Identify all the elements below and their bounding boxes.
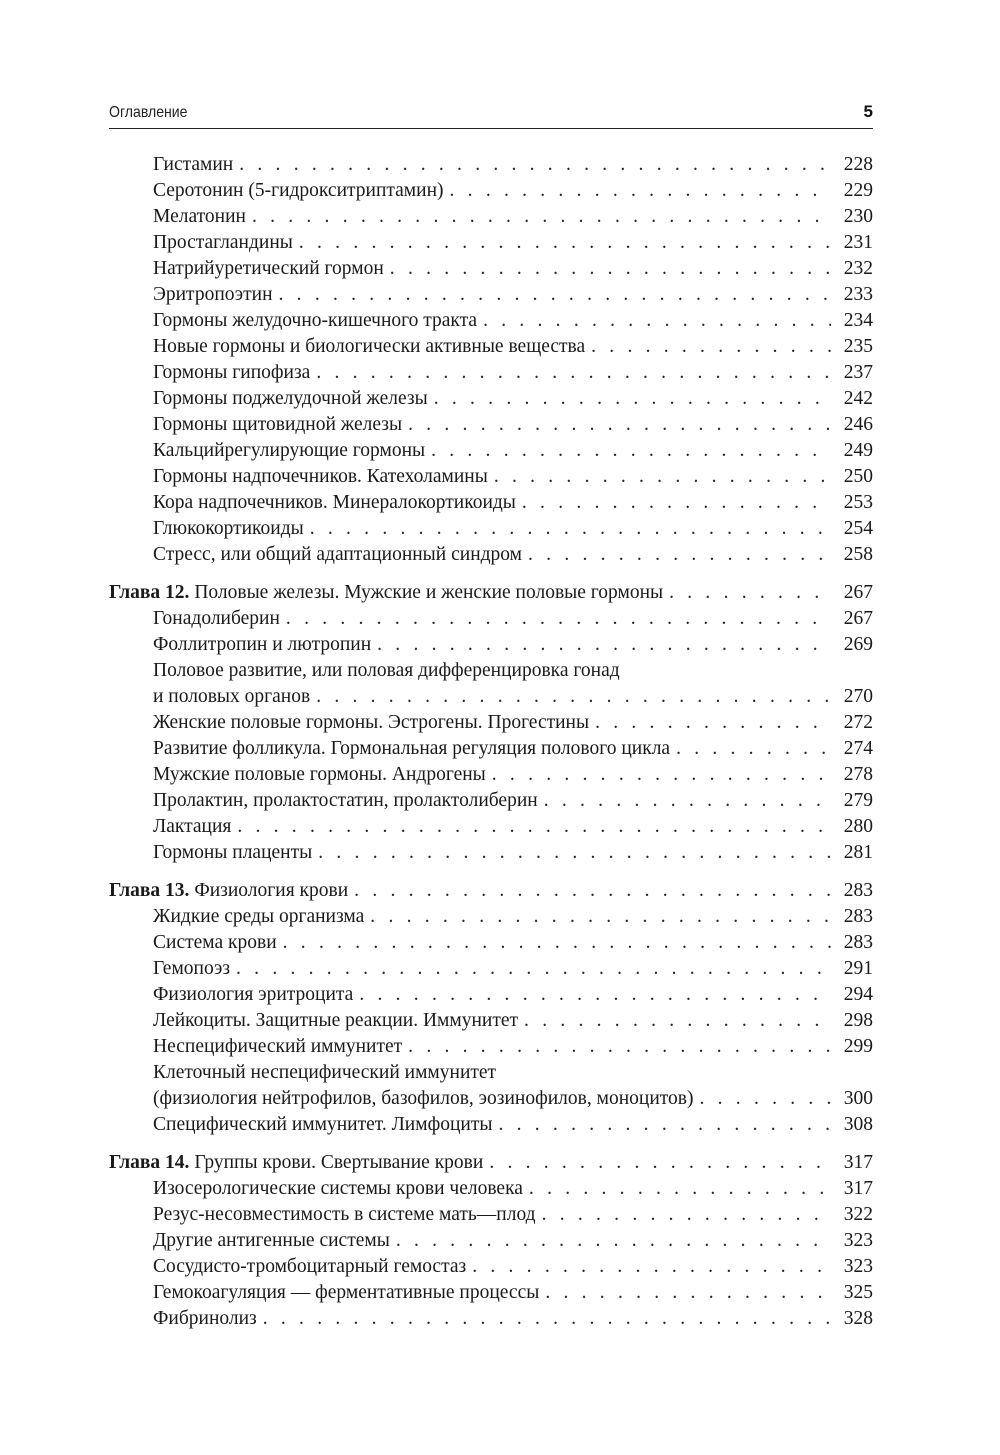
toc-entry-label: Гормоны гипофиза <box>153 362 311 383</box>
page-number: 5 <box>863 102 873 121</box>
toc-entry-label: Гонадолиберин <box>153 608 280 629</box>
toc-entry-label: Другие антигенные системы <box>153 1230 390 1251</box>
dot-leader <box>408 1034 831 1060</box>
toc-entry[interactable] <box>109 736 873 762</box>
dot-leader <box>237 814 831 840</box>
toc-page-number: 291 <box>843 958 873 979</box>
chapter-title: Группы крови. Свертывание крови <box>194 1152 484 1173</box>
toc-page-number: 253 <box>843 492 873 513</box>
toc-page-number: 229 <box>843 180 873 201</box>
toc-entry-label: Гормоны поджелудочной железы <box>153 388 428 409</box>
toc-page-number: 230 <box>843 206 873 227</box>
toc-entry[interactable] <box>109 814 873 840</box>
toc-page-number: 270 <box>843 686 873 707</box>
toc-page-number: 323 <box>843 1230 873 1251</box>
toc-page-number: 328 <box>843 1308 873 1329</box>
dot-leader <box>522 490 831 516</box>
dot-leader <box>669 580 831 606</box>
toc-entry-label: Пролактин, пролактостатин, пролактолиберин <box>153 790 538 811</box>
dot-leader <box>545 1280 831 1306</box>
toc-page-number: 322 <box>843 1204 873 1225</box>
toc-page-number: 300 <box>843 1088 873 1109</box>
toc-page-number: 283 <box>843 932 873 953</box>
dot-leader <box>483 308 831 334</box>
toc-entry-label: Неспецифический иммунитет <box>153 1036 403 1057</box>
toc-entry[interactable] <box>109 710 873 736</box>
toc-page-number: 281 <box>843 842 873 863</box>
dot-leader <box>489 1150 831 1176</box>
toc-entry[interactable] <box>109 464 873 490</box>
toc-entry[interactable] <box>109 632 873 658</box>
toc-entry[interactable] <box>109 606 873 632</box>
dot-leader <box>498 1112 831 1138</box>
dot-leader <box>434 386 831 412</box>
toc-entry[interactable] <box>109 204 873 230</box>
toc-page-number: 231 <box>843 232 873 253</box>
dot-leader <box>408 412 831 438</box>
toc-page-number: 308 <box>843 1114 873 1135</box>
toc-entry[interactable] <box>109 542 873 568</box>
dot-leader <box>700 1086 832 1112</box>
toc-entry-label: Мелатонин <box>153 206 246 227</box>
toc-page-number: 317 <box>843 1152 873 1173</box>
dot-leader <box>472 1254 831 1280</box>
toc-entry-label: Гормоны надпочечников. Катехоламины <box>153 466 488 487</box>
toc-entry[interactable] <box>109 1280 873 1306</box>
toc-entry-label: Гормоны желудочно-кишечного тракта <box>153 310 478 331</box>
dot-leader <box>544 788 831 814</box>
dot-leader <box>359 982 831 1008</box>
toc-page-number: 249 <box>843 440 873 461</box>
toc-entry[interactable] <box>109 982 873 1008</box>
table-of-contents <box>109 152 873 1332</box>
toc-entry-label: Специфический иммунитет. Лимфоциты <box>153 1114 493 1135</box>
toc-entry-label: Кора надпочечников. Минералокортикоиды <box>153 492 516 513</box>
dot-leader <box>377 632 831 658</box>
dot-leader <box>239 152 831 178</box>
toc-entry[interactable] <box>109 178 873 204</box>
toc-entry[interactable] <box>109 1254 873 1280</box>
dot-leader <box>492 762 831 788</box>
dot-leader <box>283 930 831 956</box>
toc-page-number: 232 <box>843 258 873 279</box>
toc-page-number: 280 <box>843 816 873 837</box>
toc-entry[interactable] <box>109 152 873 178</box>
toc-entry-label: (физиология нейтрофилов, базофилов, эозинофилов, моноцитов) <box>153 1088 694 1109</box>
toc-entry[interactable] <box>109 490 873 516</box>
dot-leader <box>591 334 831 360</box>
toc-entry-label: Половое развитие, или половая дифференцировка гонад <box>153 660 620 681</box>
toc-page-number: 250 <box>843 466 873 487</box>
dot-leader <box>524 1008 831 1034</box>
toc-entry-label: Гемопоэз <box>153 958 231 979</box>
toc-entry-first-line[interactable] <box>109 1060 873 1086</box>
toc-entry[interactable] <box>109 308 873 334</box>
dot-leader <box>370 904 831 930</box>
toc-entry-label: Женские половые гормоны. Эстрогены. Прогестины <box>153 712 590 733</box>
toc-entry[interactable] <box>109 412 873 438</box>
toc-page-number: 267 <box>843 582 873 603</box>
toc-page-number: 237 <box>843 362 873 383</box>
toc-entry-label: Эритропоэтин <box>153 284 273 305</box>
toc-page-number: 283 <box>843 906 873 927</box>
dot-leader <box>542 1202 831 1228</box>
toc-entry[interactable] <box>109 230 873 256</box>
toc-entry[interactable] <box>109 1086 873 1112</box>
toc-entry[interactable] <box>109 438 873 464</box>
toc-page-number: 299 <box>843 1036 873 1057</box>
dot-leader <box>431 438 831 464</box>
section-gap <box>109 866 873 878</box>
dot-leader <box>354 878 831 904</box>
toc-entry-label: Мужские половые гормоны. Андрогены <box>153 764 486 785</box>
toc-entry-label: Лейкоциты. Защитные реакции. Иммунитет <box>153 1010 519 1031</box>
toc-entry-label: Стресс, или общий адаптационный синдром <box>153 544 523 565</box>
dot-leader <box>450 178 831 204</box>
toc-entry[interactable] <box>109 1034 873 1060</box>
dot-leader <box>279 282 831 308</box>
section-gap <box>109 568 873 580</box>
chapter-heading[interactable] <box>109 580 873 606</box>
toc-entry-label: Гемокоагуляция — ферментативные процессы <box>153 1282 540 1303</box>
dot-leader <box>252 204 831 230</box>
toc-page-number: 294 <box>843 984 873 1005</box>
dot-leader <box>390 256 831 282</box>
toc-page-number: 317 <box>843 1178 873 1199</box>
chapter-number: Глава 12. <box>109 582 190 603</box>
running-head-title: Оглавление <box>109 104 188 121</box>
toc-entry-label: Сосудисто-тромбоцитарный гемостаз <box>153 1256 467 1277</box>
toc-entry[interactable] <box>109 1202 873 1228</box>
toc-entry-label <box>109 580 663 606</box>
toc-entry-label: Лактация <box>153 816 232 837</box>
dot-leader <box>299 230 831 256</box>
toc-entry-label: Жидкие среды организма <box>153 906 365 927</box>
toc-page-number: 298 <box>843 1010 873 1031</box>
toc-entry[interactable] <box>109 516 873 542</box>
toc-entry-label <box>109 1150 483 1176</box>
toc-entry-label: Кальцийрегулирующие гормоны <box>153 440 426 461</box>
toc-page-number: 325 <box>843 1282 873 1303</box>
chapter-number: Глава 13. <box>109 880 190 901</box>
toc-page-number: 279 <box>843 790 873 811</box>
section-gap <box>109 1138 873 1150</box>
toc-entry[interactable] <box>109 1306 873 1332</box>
toc-entry[interactable] <box>109 956 873 982</box>
toc-entry[interactable] <box>109 904 873 930</box>
toc-entry[interactable] <box>109 1008 873 1034</box>
toc-page-number: 278 <box>843 764 873 785</box>
dot-leader <box>316 684 831 710</box>
toc-entry-label: Клеточный неспецифический иммунитет <box>153 1062 497 1083</box>
toc-entry[interactable] <box>109 1228 873 1254</box>
toc-entry-label: Гистамин <box>153 154 234 175</box>
running-head <box>109 100 873 129</box>
chapter-heading[interactable] <box>109 878 873 904</box>
toc-entry[interactable] <box>109 386 873 412</box>
toc-page-number: 254 <box>843 518 873 539</box>
dot-leader <box>236 956 831 982</box>
toc-page-number: 234 <box>843 310 873 331</box>
toc-entry-label: Фоллитропин и лютропин <box>153 634 372 655</box>
toc-page-number: 269 <box>843 634 873 655</box>
chapter-title: Половые железы. Мужские и женские половые гормоны <box>194 582 664 603</box>
toc-entry-label: Фибринолиз <box>153 1308 257 1329</box>
toc-page-number: 235 <box>843 336 873 357</box>
toc-entry-label: Изосерологические системы крови человека <box>153 1178 523 1199</box>
toc-entry-label: Гормоны плаценты <box>153 842 313 863</box>
dot-leader <box>286 606 831 632</box>
dot-leader <box>528 542 831 568</box>
toc-page-number: 267 <box>843 608 873 629</box>
toc-entry-label <box>109 878 348 904</box>
dot-leader <box>529 1176 831 1202</box>
toc-entry-label: Развитие фолликула. Гормональная регуляция полового цикла <box>153 738 671 759</box>
toc-entry[interactable] <box>109 282 873 308</box>
dot-leader <box>316 360 831 386</box>
dot-leader <box>396 1228 831 1254</box>
dot-leader <box>676 736 831 762</box>
toc-entry-label: Простагландины <box>153 232 293 253</box>
chapter-title: Физиология крови <box>194 880 349 901</box>
toc-page-number: 272 <box>843 712 873 733</box>
toc-page-number: 258 <box>843 544 873 565</box>
toc-entry[interactable] <box>109 684 873 710</box>
chapter-number: Глава 14. <box>109 1152 190 1173</box>
toc-entry[interactable] <box>109 840 873 866</box>
toc-entry-first-line[interactable] <box>109 658 873 684</box>
toc-entry[interactable] <box>109 788 873 814</box>
dot-leader <box>595 710 831 736</box>
toc-entry[interactable] <box>109 360 873 386</box>
chapter-heading[interactable] <box>109 1150 873 1176</box>
toc-entry-label: и половых органов <box>153 686 311 707</box>
toc-entry-label: Глюкокортикоиды <box>153 518 304 539</box>
toc-entry-label: Физиология эритроцита <box>153 984 354 1005</box>
dot-leader <box>263 1306 831 1332</box>
toc-page-number: 242 <box>843 388 873 409</box>
toc-entry[interactable] <box>109 930 873 956</box>
toc-entry-label: Новые гормоны и биологически активные вещества <box>153 336 586 357</box>
toc-entry[interactable] <box>109 762 873 788</box>
toc-entry[interactable] <box>109 1176 873 1202</box>
toc-page-number: 323 <box>843 1256 873 1277</box>
toc-entry[interactable] <box>109 334 873 360</box>
toc-entry[interactable] <box>109 1112 873 1138</box>
toc-page-number: 228 <box>843 154 873 175</box>
toc-page-number: 283 <box>843 880 873 901</box>
toc-page-number: 246 <box>843 414 873 435</box>
dot-leader <box>318 840 831 866</box>
dot-leader <box>494 464 831 490</box>
toc-entry-label: Резус-несовместимость в системе мать—плод <box>153 1204 536 1225</box>
toc-entry[interactable] <box>109 256 873 282</box>
toc-entry-label: Серотонин (5-гидрокситриптамин) <box>153 180 444 201</box>
toc-entry-label: Гормоны щитовидной железы <box>153 414 403 435</box>
toc-page-number: 274 <box>843 738 873 759</box>
dot-leader <box>310 516 831 542</box>
toc-entry-label: Натрийуретический гормон <box>153 258 384 279</box>
toc-entry-label: Система крови <box>153 932 277 953</box>
toc-page-number: 233 <box>843 284 873 305</box>
